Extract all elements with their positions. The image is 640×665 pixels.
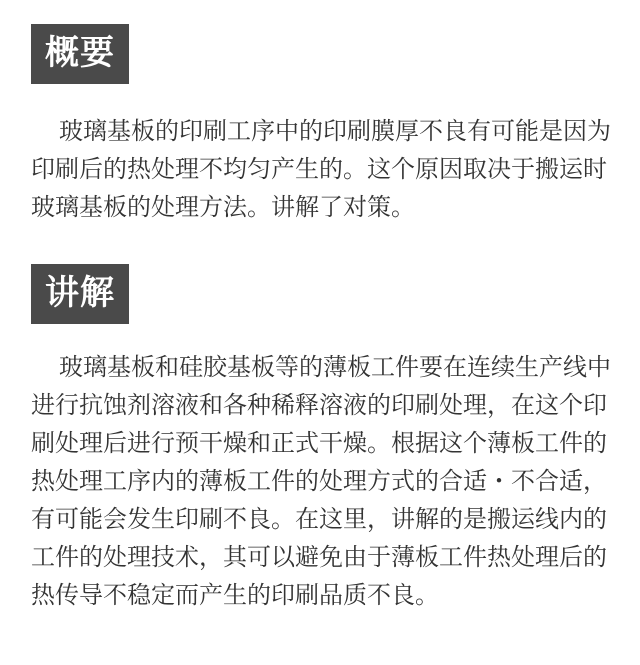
section-body-explanation: 玻璃基板和硅胶基板等的薄板工件要在连续生产线中进行抗蚀剂溶液和各种稀释溶液的印刷处理，在这个印刷处理后进行预干燥和正式干燥。根据这个薄板工件的热处理工序内的薄板工件的处理方式的合适・不合适，有可能会发生印刷不良。在这里，讲解的是搬运线内的工件的处理技术，其可以避免由于薄板工件热处理后的热传导不稳定而产生的印刷品质不良。 [31, 353, 611, 609]
section-heading-explanation: 讲解 [31, 264, 129, 324]
section-body-overview: 玻璃基板的印刷工序中的印刷膜厚不良有可能是因为印刷后的热处理不均匀产生的。这个原因取决于搬运时玻璃基板的处理方法。讲解了对策。 [31, 117, 611, 221]
section-heading-overview: 概要 [31, 24, 129, 84]
